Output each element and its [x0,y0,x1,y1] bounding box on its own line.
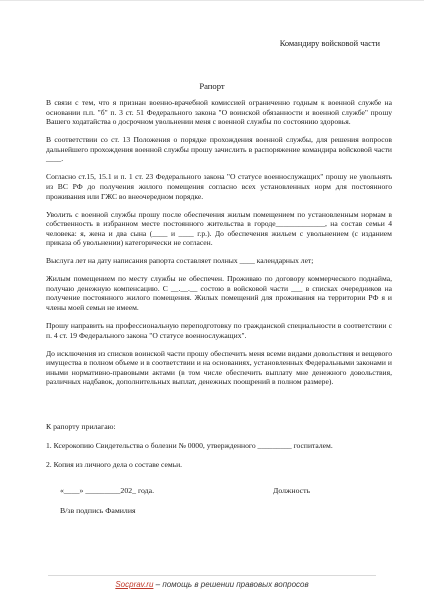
paragraph-health-discharge: В связи с тем, что я признан военно-врачебной комиссией ограниченно годным к военной службе на основании п.п. "б" п. 3 ст. 51 Федерального закона "О воинской обязанности и военной службе" прошу Вашего ходатайства о досрочном увольнении меня с военной службы по состоянию здоровья. [46,98,392,127]
footer-tagline: – помощь в решении правовых вопросов [153,580,309,589]
footer-site-link[interactable]: Socprav.ru [115,580,154,589]
footer [0,580,424,589]
date-line: «____» _________202_ года. [60,486,155,495]
position-label: Должность [273,486,311,495]
document-title: Рапорт [199,81,225,91]
document-body [46,98,392,393]
paragraph-housing-retention: Согласно ст.15, 15.1 и п. 1 ст. 23 Федерального закона "О статусе военнослужащих" прошу не увольнять из ВС РФ до получения жилого помещения согласно всех установленных норм для постоянного проживания или ГЖС во внеочередном порядке. [46,172,392,201]
footer-divider [48,575,376,576]
attachment-item: 2. Копия из личного дела о составе семьи. [46,460,183,469]
paragraph-reserve-assignment: В соответствии со ст. 13 Положения о порядке прохождения военной службы, для решения вопросов дальнейшего прохождения военной службы прошу зачислить в распоряжение командира войсковой части ____. [46,135,392,164]
addressee: Командиру войсковой части [279,39,380,48]
paragraph-service-length: Выслуга лет на дату написания рапорта составляет полных ____ календарных лет; [46,256,314,266]
paragraph-retraining: Прошу направить на профессиональную переподготовку по гражданской специальности в соответствии с п. 4 ст. 19 Федерального закона "О статусе военнослужащих". [46,321,392,340]
attachments-heading: К рапорту прилагаю: [46,422,116,431]
paragraph-allowances: До исключения из списков воинской части прошу обеспечить меня всеми видами довольствия и вещевого имущества в полном объеме и в соответствии и на основаниях, установленных Федеральными законами и иными нормативно-правовыми актами (в том числе обеспечить выплату мне денежного довольствия, различных надбавок, дополнительных выплат, денежных поощрений в полном размере). [46,348,392,387]
signature-line: В/зв подпись Фамилия [60,506,136,515]
attachment-item: 1. Ксерокопию Свидетельства о болезни № 0000, утвержденного _________ госпиталем. [46,441,333,450]
paragraph-housing-status: Жилым помещением по месту службы не обеспечен. Проживаю по договору коммерческого поднайма, получаю денежную компенсацию. С __.__.__ состою в войсковой части ___ в списках очередников на получение постоянного жилого помещения. Жилых помещений для проживания на территории РФ я и члены моей семьи не имеем. [46,274,392,313]
paragraph-housing-conditions: Уволить с военной службы прошу после обеспечения жилым помещением по установленным нормам в собственность в избранном месте постоянного жительства в городе_____________, на состав семьи 4 человека: я, жена и два сына (____ и ____ г.р.). До обеспечения жильем с увольнением (с изданием приказа об увольнении) категорически не согласен. [46,209,392,248]
